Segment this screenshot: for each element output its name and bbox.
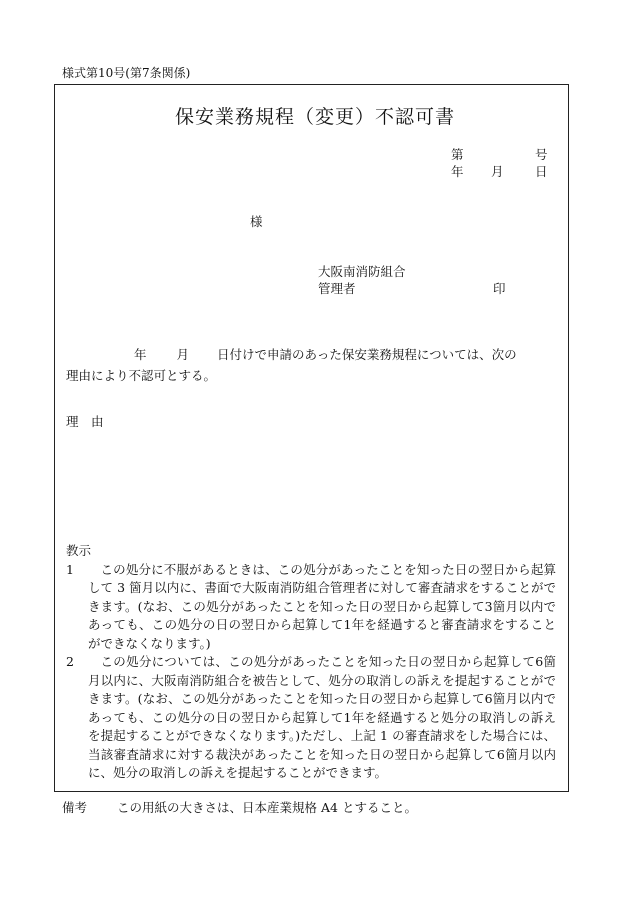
addressee-suffix: 様 — [250, 214, 263, 229]
date-month: 月 — [491, 164, 504, 179]
body-line-1 — [66, 344, 554, 365]
notice-heading: 教示 — [66, 543, 92, 558]
footnote — [62, 798, 417, 816]
notice-item — [66, 561, 556, 654]
reason-label: 理 由 — [66, 414, 104, 429]
doc-number-suffix: 号 — [535, 147, 548, 162]
footnote-label: 備考 — [62, 800, 88, 815]
doc-number-prefix: 第 — [451, 147, 464, 162]
date-day: 日 — [535, 164, 548, 179]
notice-item-number: 2 — [66, 654, 74, 669]
notice-item-text: この処分に不服があるときは、この処分があったことを知った日の翌日から起算して 3 箇月以内に、書面で大阪南消防組合管理者に対して審査請求をすることができます。(なお、この処分があったことを知った日の翌日から起算して3箇月以内であっても、この処分の日の翌日から起算して1年を経過すると審査請求をすることができなくなります。) — [88, 561, 556, 651]
body-paragraph — [66, 344, 554, 386]
date-year: 年 — [451, 164, 464, 179]
issuer-title: 管理者 — [318, 281, 356, 296]
body-line-2: 理由により不認可とする。 — [66, 368, 217, 383]
issuer-organization: 大阪南消防組合 — [318, 264, 406, 279]
seal-mark: 印 — [493, 281, 506, 296]
notice-section — [66, 542, 556, 783]
notice-item-text: この処分については、この処分があったことを知った日の翌日から起算して6箇月以内に、大阪南消防組合を被告として、処分の取消しの訴えを提起することができます。(なお、この処分があったことを知った日の翌日から起算して6箇月以内であっても、この処分の日の翌日から起算して1年を経過すると処分の取消しの訴えを提起することができなくなります。)ただし、上記 1 の審査請求をした場合には、当該審査請求に対する裁決があったことを知った日の翌日から起算して6箇月以内に、処分の取消しの訴えを提起することができます。 — [88, 654, 556, 780]
notice-item — [66, 653, 556, 783]
body-month: 月 — [176, 347, 190, 362]
footnote-text: この用紙の大きさは、日本産業規格 A4 とすること。 — [117, 800, 417, 815]
notice-item-number: 1 — [66, 561, 74, 577]
document-title: 保安業務規程（変更）不認可書 — [174, 106, 455, 128]
body-year: 年 — [134, 347, 147, 362]
form-number: 様式第10号(第7条関係) — [62, 66, 191, 80]
body-line-1-text: 日付けで申請のあった保安業務規程については、次の — [217, 347, 517, 362]
